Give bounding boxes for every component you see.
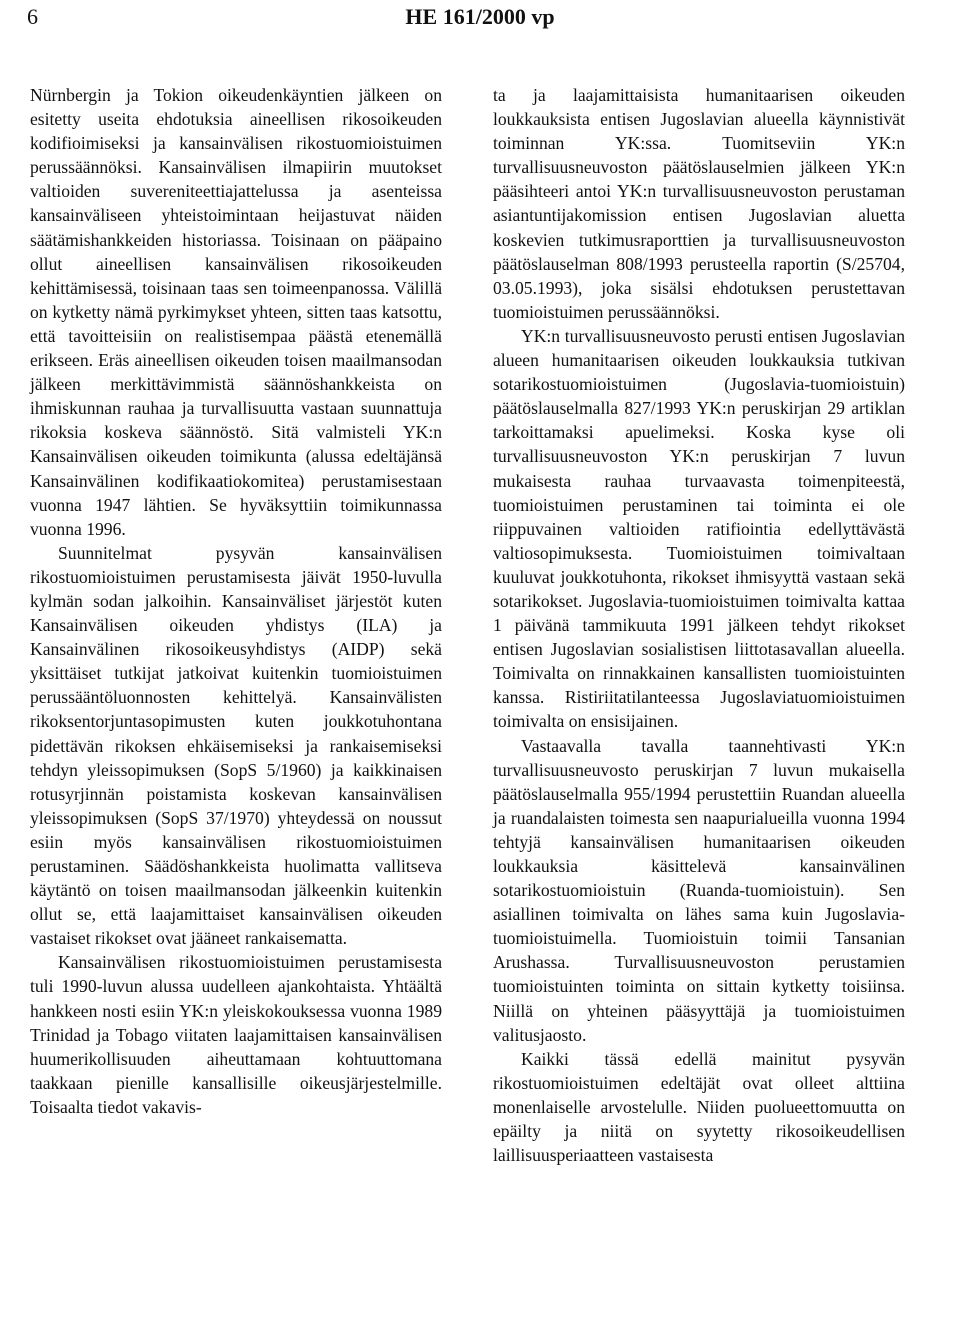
page-header (0, 2, 960, 36)
page-number: 6 (27, 4, 38, 29)
paragraph: YK:n turvallisuusneuvosto perusti entisen Jugoslavian alueen humanitaarisen oikeuden loukkauksia tutkivan sotarikostuomioistuimen (Jugoslavia-tuomioistuin) päätöslauselmalla 827/1993 YK:n peruskirjan 29 artiklan tarkoittamaksi apuelimeksi. Koska kyse oli turvallisuusneuvoston YK:n peruskirjan 7 luvun mukaisesta rauhaa turvaavasta toimenpiteestä, tuomioistuimen perustaminen tai toiminta ei ole riippuvainen valtioiden ratifiointia edellyttävästä valtiosopimuksesta. Tuomioistuimen toimivaltaan kuuluvat joukkotuhonta, rikokset ihmisyyttä vastaan sekä sotarikokset. Jugoslavia-tuomioistuimen toimivalta kattaa 1 päivänä tammikuuta 1991 jälkeen tehdyt rikokset entisen Jugoslavian sosialistisen liittotasavallan alueella. Toimivalta on rinnakkainen kansallisten tuomioistuinten kanssa. Ristiriitatilanteessa Jugoslaviatuomioistuimen toimivalta on ensisijainen. (493, 325, 905, 732)
paragraph: ta ja laajamittaisista humanitaarisen oikeuden loukkauksista entisen Jugoslavian alueella käynnistivät toiminnan YK:ssa. Tuomitseviin YK:n turvallisuusneuvoston päätöslauselmien jälkeen YK:n pääsihteeri antoi YK:n turvallisuusneuvoston perustaman asiantuntijakomission entisen Jugoslavian aluetta koskevien tutkimusraporttien ja turvallisuusneuvoston päätöslauselman 808/1993 perusteella raportin (S/25704, 03.05.1993), joka sisälsi ehdotuksen perustettavan tuomioistuimen perussäännöksi. (493, 85, 905, 322)
paragraph: Nürnbergin ja Tokion oikeudenkäyntien jälkeen on esitetty useita ehdotuksia aineellisen rikosoikeuden kodifioimiseksi ja kansainvälisen rikostuomioistuimen perussäännöksi. Kansainvälisen ilmapiirin muutokset valtioiden suvereniteettiajattelussa ja asenteissa kansainväliseen yhteistoimintaan heijastuvat näiden säätämishankkeiden historiassa. Toisinaan on pääpaino ollut aineellisen kansainvälisen rikosoikeuden kehittämisessä, toisinaan taas sen toimeenpanossa. Välillä on kytketty nämä pyrkimykset yhteen, sitten taas katsottu, että tavoitteisiin on realistisempaa päästä etenemällä erikseen. Eräs aineellisen oikeuden toisen maailmansodan jälkeen merkittävimmistä säännöshankkeista on ihmiskunnan rauhaa ja turvallisuutta vastaan suunnattuja rikoksia koskeva säännöstö. Sitä valmisteli YK:n Kansainvälisen oikeuden toimikunta (alussa edeltäjänsä Kansainvälinen kodifikaatiokomitea) perustamisestaan vuonna 1947 lähtien. Se hyväksyttiin toimikunnassa vuonna 1996. (30, 85, 442, 539)
paragraph: Kansainvälisen rikostuomioistuimen perustamisesta tuli 1990-luvun alussa uudelleen ajankohtaista. Yhtäältä hankkeen nosti esiin YK:n yleiskokouksessa vuonna 1989 Trinidad ja Tobago viitaten laajamittaisen kansainvälisen huumerikollisuuden aiheuttamaan kohtuuttomana taakkaan pienille kansallisille oikeusjärjestelmille. Toisaalta tiedot vakavis- (30, 952, 442, 1117)
paragraph: Kaikki tässä edellä mainitut pysyvän rikostuomioistuimen edeltäjät ovat olleet alttiina monenlaiselle arvostelulle. Niiden puolueettomuutta on epäilty ja niitä on syytetty rikosoikeudellisen laillisuusperiaatteen vastaisesta (493, 1048, 905, 1166)
left-column (30, 83, 442, 1119)
right-column (493, 83, 905, 1167)
paragraph: Vastaavalla tavalla taannehtivasti YK:n turvallisuusneuvosto peruskirjan 7 luvun mukaisella päätöslauselmalla 955/1994 perustettiin Ruandan alueella ja ruandalaisten toimesta sen naapurialueilla vuonna 1994 tehtyjä kansainvälisen humanitaarisen oikeuden loukkauksia käsittelevä kansainvälinen sotarikostuomioistuin (Ruanda-tuomioistuin). Sen asiallinen toimivalta on lähes sama kuin Jugoslavia-tuomioistuimella. Tuomioistuin toimii Tansanian Arushassa. Turvallisuusneuvoston perustamien tuomioistuinten toiminta on sittain kytketty toisiinsa. Niillä on yhteinen pääsyyttäjä ja tuomioistuimen valitusjaosto. (493, 735, 905, 1045)
paragraph: Suunnitelmat pysyvän kansainvälisen rikostuomioistuimen perustamisesta jäivät 1950-luvulla kylmän sodan jalkoihin. Kansainväliset järjestöt kuten Kansainvälisen oikeuden yhdistys (ILA) ja Kansainvälinen rikosoikeusyhdistys (AIDP) sekä yksittäiset tutkijat jatkoivat kuitenkin tuomioistuimen perussääntöluonnosten kehittelyä. Kansainvälisten rikoksentorjuntasopimusten kuten joukkotuhontana pidettävän rikoksen ehkäisemiseksi ja rankaisemiseksi tehdyn yleissopimuksen (SopS 5/1960) ja kaikkinaisen rotusyrjinnän poistamista koskevan kansainvälisen yleissopimuksen (SopS 37/1970) yhteydessä on noussut esiin myös kansainvälisen rikostuomioistuimen perustaminen. Säädöshankkeista huolimatta vallitseva käytäntö on toisen maailmansodan jälkeenkin kuitenkin ollut se, että laajamittaiset kansainvälisen oikeuden vastaiset rikokset ovat jääneet rankaisematta. (30, 542, 442, 949)
document-id: HE 161/2000 vp (405, 4, 555, 29)
